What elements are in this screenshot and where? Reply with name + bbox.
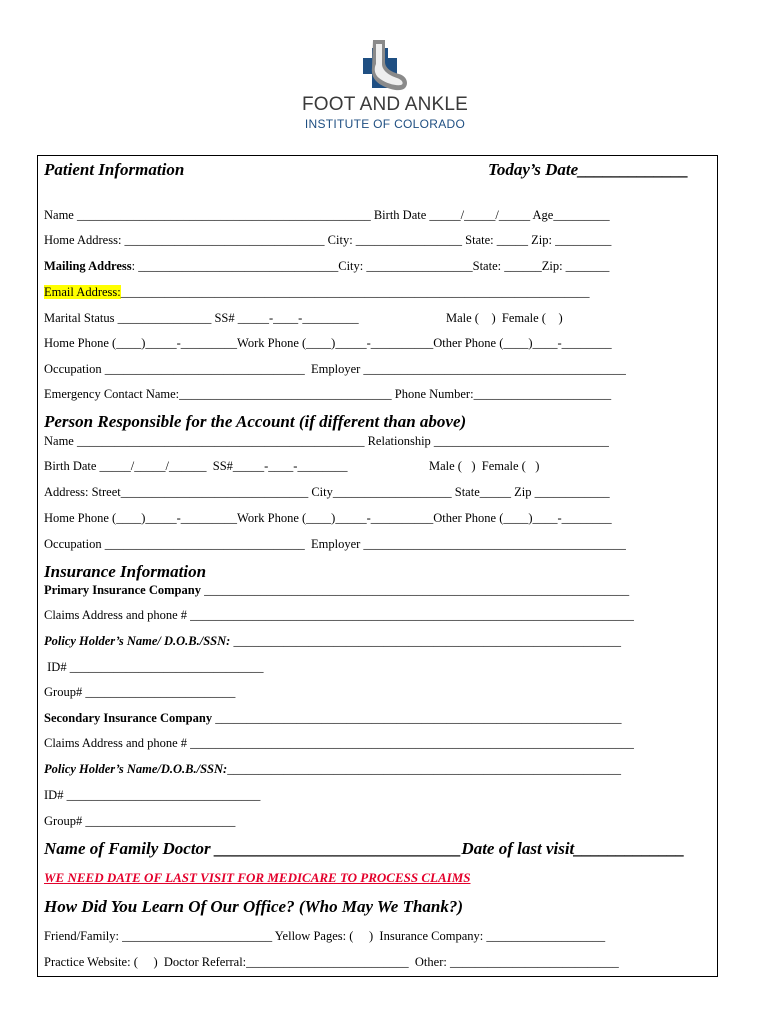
home-address-line[interactable]: Home Address: ________________________________ City: _________________ State: _____ Zip: _________ [44,233,612,247]
responsible-occupation-line[interactable]: Occupation ________________________________ Employer __________________________________________ [44,537,626,551]
medicare-notice-text: WE NEED DATE OF LAST VISIT FOR MEDICARE TO PROCESS CLAIMS [44,870,471,885]
family-doctor-label: Name of Family Doctor [44,839,211,858]
secondary-insurance-blanks[interactable]: _________________________________________________________________ [212,711,622,725]
primary-insurance-label: Primary Insurance Company [44,583,201,597]
responsible-gender-line[interactable]: Male ( ) Female ( ) [429,459,540,473]
insurance-information-heading: Insurance Information [44,562,207,581]
primary-group-line[interactable]: Group# ________________________ [44,685,236,699]
secondary-policy-holder-label: Policy Holder’s Name/D.O.B./SSN: [44,762,228,776]
medicare-notice [44,871,471,885]
email-address-label: Email Address: [44,285,121,299]
family-doctor-blanks[interactable]: _____________________________Date of last visit_____________ [210,839,685,858]
responsible-birth-line[interactable]: Birth Date _____/_____/______ SS#_____-____-________ [44,459,348,473]
patient-gender-line[interactable]: Male ( ) Female ( ) [446,311,563,325]
email-address-blanks[interactable]: ___________________________________________________________________________ [120,285,590,299]
primary-id-line[interactable]: ID# _______________________________ [44,660,264,674]
mailing-address-line[interactable] [44,259,609,273]
logo-title: FOOT AND ANKLE [301,94,469,115]
patient-phones-line[interactable]: Home Phone (____)_____-_________Work Phone (____)_____-__________Other Phone (____)____-________ [44,336,612,350]
emergency-contact-line[interactable]: Emergency Contact Name:__________________________________ Phone Number:______________________ [44,387,612,401]
responsible-address-line[interactable]: Address: Street______________________________ City___________________ State_____ Zip ____________ [44,485,610,499]
primary-policy-holder-label: Policy Holder’s Name/ D.O.B./SSN: [44,634,231,648]
primary-insurance-line[interactable] [44,583,629,597]
secondary-policy-holder-line[interactable] [44,762,621,776]
mailing-address-label: Mailing Address [44,259,132,273]
primary-policy-holder-blanks[interactable]: ______________________________________________________________ [230,634,621,648]
secondary-policy-holder-blanks[interactable]: _______________________________________________________________ [227,762,621,776]
patient-name-line[interactable]: Name _______________________________________________ Birth Date _____/_____/_____ Age_________ [44,208,610,222]
primary-claims-line[interactable]: Claims Address and phone # _______________________________________________________________________ [44,608,634,622]
secondary-insurance-line[interactable] [44,711,621,725]
family-doctor-line[interactable] [44,839,685,859]
marital-status-line[interactable]: Marital Status _______________ SS# _____-____-_________ [44,311,359,325]
responsible-name-line[interactable]: Name ______________________________________________ Relationship ____________________________ [44,434,609,448]
foot-cross-logo-icon [355,38,411,96]
secondary-group-line[interactable]: Group# ________________________ [44,814,236,828]
logo-subtitle: INSTITUTE OF COLORADO [304,117,466,131]
patient-occupation-line[interactable]: Occupation ________________________________ Employer __________________________________________ [44,362,626,376]
primary-policy-holder-line[interactable] [44,634,621,648]
mailing-address-blanks[interactable]: : ________________________________City: _________________State: ______Zip: _______ [131,259,610,273]
referral-line-1[interactable]: Friend/Family: ________________________ Yellow Pages: ( ) Insurance Company: ___________________ [44,929,606,943]
referral-source-heading: How Did You Learn Of Our Office? (Who May We Thank?) [44,897,464,916]
referral-line-2[interactable]: Practice Website: ( ) Doctor Referral:__________________________ Other: ___________________________ [44,955,619,969]
responsible-person-heading: Person Responsible for the Account (if different than above) [44,412,467,431]
patient-information-heading: Patient Information [44,160,185,179]
todays-date-field[interactable]: Today’s Date_____________ [488,160,689,179]
secondary-claims-line[interactable]: Claims Address and phone # _______________________________________________________________________ [44,736,634,750]
email-address-line[interactable] [44,285,589,299]
responsible-phones-line[interactable]: Home Phone (____)_____-_________Work Phone (____)_____-__________Other Phone (____)____-________ [44,511,612,525]
secondary-id-line[interactable]: ID# _______________________________ [44,788,261,802]
primary-insurance-blanks[interactable]: ____________________________________________________________________ [200,583,630,597]
secondary-insurance-label: Secondary Insurance Company [44,711,213,725]
